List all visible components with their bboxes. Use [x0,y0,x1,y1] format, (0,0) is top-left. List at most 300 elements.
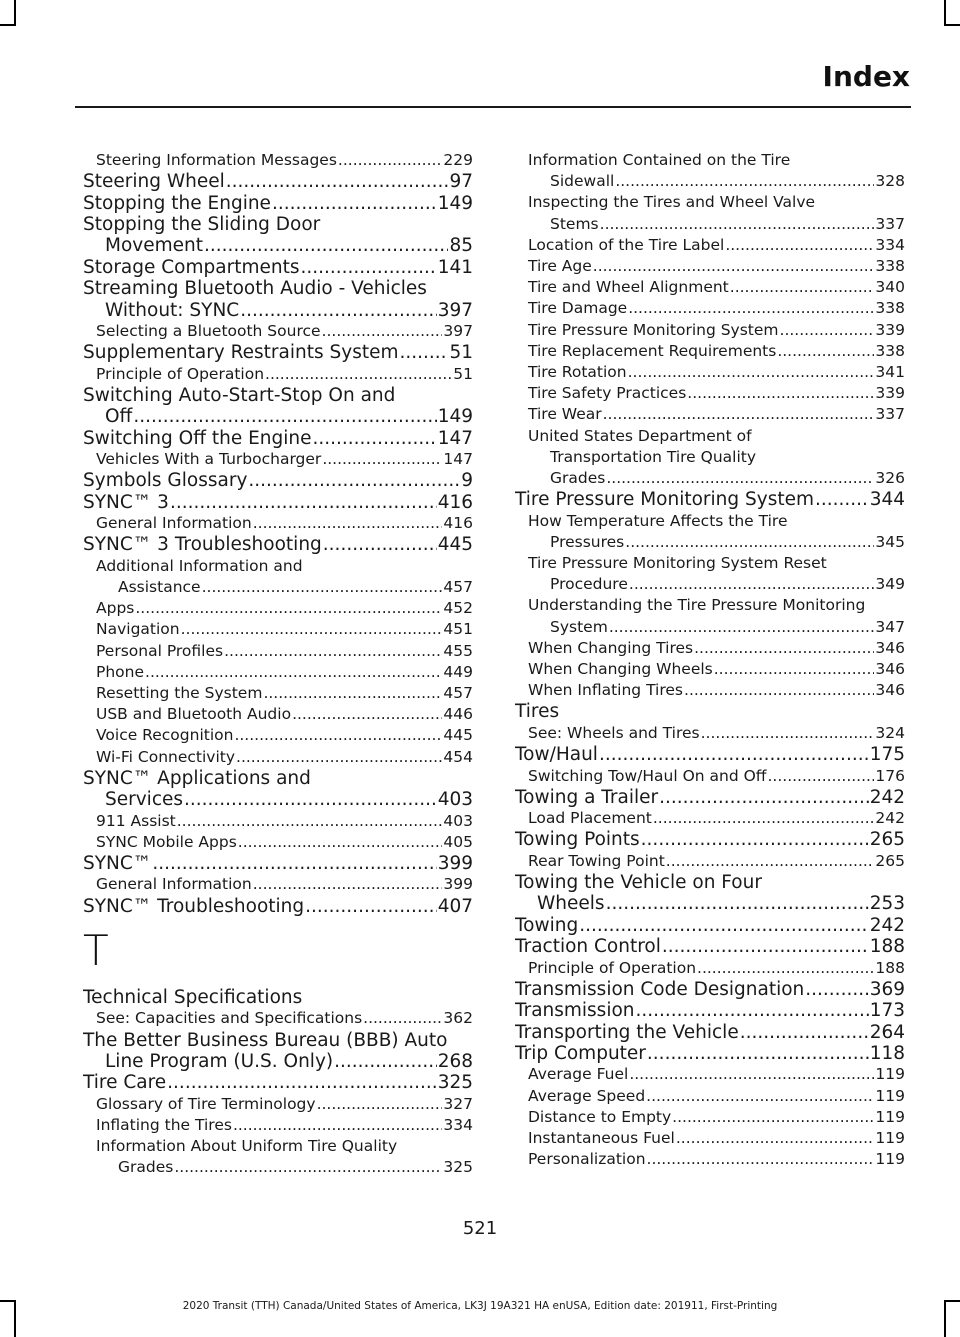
entry-line [83,987,473,1008]
index-entry[interactable] [83,896,473,917]
dot-leader [317,1094,443,1115]
dot-leader [322,321,443,342]
entry-text: Tire Wear [528,405,602,424]
index-entry[interactable] [83,534,473,555]
dot-leader [740,1022,869,1043]
entry-text: Distance to Empty [528,1107,672,1126]
index-entry[interactable] [83,278,473,321]
entry-line [96,683,473,704]
entry-line [83,428,473,449]
index-entry[interactable] [83,619,473,640]
entry-line [528,1064,905,1085]
index-entry[interactable] [83,470,473,491]
dot-leader [600,214,875,235]
index-entry[interactable] [83,641,473,662]
dot-leader [363,1008,442,1029]
section-letter: T [83,925,109,975]
entry-text: USB and Bluetooth Audio [96,705,292,724]
dot-leader [202,577,443,598]
index-entry[interactable] [83,725,473,746]
entry-line [515,1022,905,1043]
dot-leader [167,1072,437,1093]
index-entry[interactable] [515,915,905,936]
entry-text: Selecting a Bluetooth Source [96,322,321,341]
entry-text: When Changing Tires [528,638,694,657]
entry-text: The Better Business Bureau (BBB) Auto [83,1029,448,1051]
entry-text: Tires [515,701,560,723]
dot-leader [184,789,437,810]
entry-text-continued: Services [105,789,184,811]
dot-leader [687,383,874,404]
entry-line [96,321,473,342]
page-ref: 97 [449,171,473,193]
page-ref: 325 [443,1158,473,1177]
page-ref: 416 [437,491,473,513]
index-column-right [515,150,905,1170]
index-entry[interactable] [515,1107,905,1128]
dot-leader [780,320,875,341]
page-ref: 445 [443,726,473,745]
entry-text: General Information [96,514,252,533]
index-entry[interactable] [515,1022,905,1043]
entry-line [83,789,473,810]
entry-text-continued: Grades [118,1158,174,1177]
entry-line [515,1000,905,1021]
dot-leader [730,277,875,298]
dot-leader [666,851,875,872]
index-entry[interactable] [83,987,473,1008]
page-ref: 326 [875,469,905,488]
entry-text-continued: Pressures [550,532,625,551]
page-ref: 457 [443,577,473,596]
index-entry[interactable] [515,150,905,192]
entry-text-continued: Line Program (U.S. Only) [105,1050,334,1072]
dot-leader [653,808,875,829]
entry-text-continued: Wheels [537,893,605,915]
dot-leader [777,341,874,362]
index-entry[interactable] [83,513,473,534]
index-entry[interactable] [515,787,905,808]
page-ref: 265 [869,829,905,851]
dot-leader [292,704,442,725]
entry-line [83,534,473,555]
entry-text: Glossary of Tire Terminology [96,1094,316,1113]
entry-line [515,1043,905,1064]
entry-text: Voice Recognition [96,726,234,745]
dot-leader [265,364,452,385]
index-entry[interactable] [515,808,905,829]
entry-text: Transmission [515,1000,635,1022]
index-entry[interactable] [83,449,473,470]
page-ref: 341 [875,363,905,382]
entry-text: Phone [96,662,145,681]
entry-text: Tow/Haul [515,744,598,766]
index-entry[interactable] [515,192,905,234]
entry-text: Transporting the Vehicle [515,1021,739,1043]
index-entry[interactable] [515,638,905,659]
page-ref: 173 [869,1000,905,1022]
dot-leader [300,257,436,278]
dot-leader [647,1043,869,1064]
entry-text: Streaming Bluetooth Audio - Vehicles [83,278,427,300]
entry-text: General Information [96,875,252,894]
page-ref: 457 [443,683,473,702]
index-entry[interactable] [83,853,473,874]
index-entry[interactable] [83,214,473,257]
entry-text: Towing Points [515,829,640,851]
page-ref: 242 [869,914,905,936]
index-entry[interactable] [515,723,905,744]
index-entry[interactable] [83,1115,473,1136]
entry-line [528,256,905,277]
index-entry[interactable] [515,256,905,277]
index-entry[interactable] [83,1136,473,1178]
page-ref: 119 [875,1065,905,1084]
dot-leader [606,468,874,489]
index-entry[interactable] [515,298,905,319]
entry-line [515,744,905,765]
index-entry[interactable] [515,680,905,701]
entry-line [96,513,473,534]
dot-leader [701,723,875,744]
entry-text: How Temperature Affects the Tire [528,511,788,530]
dot-leader [135,598,442,619]
page-ref: 264 [869,1021,905,1043]
index-entry[interactable] [83,1030,473,1073]
entry-text: See: Capacities and Specifications [96,1009,363,1028]
page-ref: 339 [875,384,905,403]
entry-line [528,214,905,235]
entry-text: Stopping the Engine [83,192,271,214]
entry-text: SYNC™ [83,852,152,874]
index-entry[interactable] [83,1008,473,1029]
entry-text: Personal Profiles [96,641,224,660]
page-ref: 416 [443,514,473,533]
entry-line [83,470,473,491]
dot-leader [338,150,442,171]
index-entry[interactable] [515,872,905,915]
entry-text: Symbols Glossary [83,470,248,492]
entry-text-continued: Transportation Tire Quality [550,447,757,466]
entry-text: Technical Specifications [83,986,303,1008]
index-entry[interactable] [515,1000,905,1021]
dot-leader [768,766,875,787]
index-entry[interactable] [83,257,473,278]
entry-line [515,893,905,914]
entry-text: SYNC™ 3 Troubleshooting [83,534,322,556]
index-entry[interactable] [83,385,473,428]
page-ref: 268 [437,1050,473,1072]
index-entry[interactable] [515,511,905,553]
entry-line [96,641,473,662]
index-entry[interactable] [515,489,905,510]
index-entry[interactable] [83,556,473,598]
entry-text-continued: System [550,617,608,636]
index-entry[interactable] [83,171,473,192]
page-ref: 347 [875,617,905,636]
entry-text: Vehicles With a Turbocharger [96,450,322,469]
dot-leader [322,449,442,470]
entry-line [515,489,905,510]
index-entry[interactable] [515,320,905,341]
dot-leader [628,298,874,319]
entry-text: Wi-Fi Connectivity [96,747,236,766]
entry-line [528,617,905,638]
page-ref: 175 [869,744,905,766]
page-ref: 325 [437,1072,473,1094]
entry-line [528,723,905,744]
entry-line [83,171,473,192]
index-entry[interactable] [515,766,905,787]
page-ref: 119 [875,1086,905,1105]
entry-text: Tire Rotation [528,363,627,382]
dot-leader [676,1128,875,1149]
index-entry[interactable] [515,936,905,957]
entry-text: Tire and Wheel Alignment [528,278,729,297]
index-entry[interactable] [83,342,473,363]
index-entry[interactable] [83,150,473,171]
index-entry[interactable] [83,428,473,449]
index-entry[interactable] [83,704,473,725]
dot-leader [684,680,874,701]
page-ref: 253 [869,893,905,915]
index-entry[interactable] [515,958,905,979]
entry-text: When Inflating Tires [528,681,684,700]
entry-text: Supplementary Restraints System [83,342,399,364]
entry-text-continued: Grades [550,469,606,488]
index-entry[interactable] [83,683,473,704]
dot-leader [725,235,874,256]
page-ref: 327 [443,1094,473,1113]
page-ref: 455 [443,641,473,660]
page-ref: 242 [869,786,905,808]
entry-text: Personalization [528,1150,646,1169]
entry-line [96,150,473,171]
dot-leader [805,979,868,1000]
dot-leader [253,874,443,895]
entry-line [83,300,473,321]
dot-leader [234,725,442,746]
page-ref: 346 [875,638,905,657]
dot-leader [224,641,442,662]
entry-line [83,896,473,917]
dot-leader [629,574,875,595]
index-entry[interactable] [515,1086,905,1107]
index-entry[interactable] [515,383,905,404]
dot-leader [697,958,874,979]
index-entry[interactable] [515,1128,905,1149]
page-ref: 118 [869,1042,905,1064]
index-entry[interactable] [515,1149,905,1170]
entry-line [528,766,905,787]
index-entry[interactable] [515,744,905,765]
index-entry[interactable] [515,235,905,256]
entry-line [528,383,905,404]
entry-line [528,574,905,595]
entry-line [83,406,473,427]
entry-text: Transmission Code Designation [515,978,805,1000]
dot-leader [238,832,443,853]
page-ref: 452 [443,599,473,618]
entry-text: Additional Information and [96,556,303,575]
entry-text: See: Wheels and Tires [528,723,700,742]
crop-mark [944,24,960,26]
entry-line [528,638,905,659]
page-ref: 85 [449,235,473,257]
page-ref: 337 [875,405,905,424]
page-ref: 324 [875,723,905,742]
entry-line [528,808,905,829]
index-entry[interactable] [515,595,905,637]
index-entry[interactable] [515,979,905,1000]
index-entry[interactable] [83,193,473,214]
entry-line [515,701,905,722]
index-entry[interactable] [83,811,473,832]
dot-leader [236,747,442,768]
index-entry[interactable] [83,1094,473,1115]
entry-text-continued: Procedure [550,575,628,594]
page-ref: 405 [443,832,473,851]
entry-text: Trip Computer [515,1042,646,1064]
index-entry[interactable] [515,1043,905,1064]
index-entry[interactable] [83,598,473,619]
entry-line [96,598,473,619]
dot-leader [636,1000,869,1021]
entry-text-continued: Off [105,406,133,428]
index-entry[interactable] [83,874,473,895]
entry-text: Tire Pressure Monitoring System Reset [528,554,827,573]
page-ref: 9 [461,470,473,492]
index-entry[interactable] [515,426,905,490]
dot-leader [603,404,875,425]
entry-line [528,1149,905,1170]
page-ref: 229 [443,151,473,169]
page-ref: 345 [875,532,905,551]
entry-text-continued: Stems [550,214,599,233]
entry-text: Steering Wheel [83,171,225,193]
entry-text: Tire Care [83,1072,167,1094]
index-entry[interactable] [515,701,905,722]
entry-line [528,341,905,362]
page-ref: 399 [443,875,473,894]
dot-leader [593,256,875,277]
dot-leader [662,936,869,957]
page-ref: 449 [443,662,473,681]
page-ref: 51 [453,364,473,383]
index-entry[interactable] [83,492,473,513]
dot-leader [226,171,449,192]
dot-leader [170,492,437,513]
page-ref: 454 [443,747,473,766]
entry-line [83,1072,473,1093]
entry-line [528,659,905,680]
entry-text: Information Contained on the Tire [528,151,791,169]
entry-text-continued: Without: SYNC [105,299,240,321]
entry-line [528,404,905,425]
page-ref: 51 [449,342,473,364]
page-ref: 328 [875,172,905,191]
entry-line [96,1157,473,1178]
entry-line [83,1051,473,1072]
entry-line [528,298,905,319]
page-ref: 338 [875,257,905,276]
entry-text: Switching Auto-Start-Stop On and [83,384,396,406]
dot-leader [133,406,436,427]
index-entry[interactable] [515,851,905,872]
dot-leader [606,893,869,914]
entry-line [96,704,473,725]
entry-line [96,449,473,470]
page-ref: 147 [443,450,473,469]
entry-text: Stopping the Sliding Door [83,214,321,236]
page-ref: 445 [437,534,473,556]
page-ref: 149 [437,406,473,428]
dot-leader [145,662,442,683]
entry-line [83,235,473,256]
index-entry[interactable] [83,364,473,385]
index-entry[interactable] [83,321,473,342]
index-entry[interactable] [515,277,905,298]
entry-line [96,811,473,832]
page-ref: 339 [875,320,905,339]
index-entry[interactable] [515,553,905,595]
dot-leader [714,659,875,680]
page-ref: 334 [875,235,905,254]
entry-text: Load Placement [528,809,652,828]
index-entry[interactable] [83,768,473,811]
entry-line [528,468,905,489]
index-entry[interactable] [83,662,473,683]
dot-leader [263,683,442,704]
index-entry[interactable] [83,832,473,853]
dot-leader [174,1157,442,1178]
entry-line [96,619,473,640]
index-entry[interactable] [515,659,905,680]
entry-line [528,171,905,192]
entry-text: Instantaneous Fuel [528,1128,675,1147]
dot-leader [334,1051,437,1072]
page-ref: 451 [443,620,473,639]
page-ref: 242 [875,809,905,828]
entry-line [83,492,473,513]
entry-text: Tire Damage [528,299,628,318]
page-ref: 119 [875,1150,905,1169]
index-entry[interactable] [83,1072,473,1093]
page-ref: 397 [437,299,473,321]
index-column-left [83,150,473,1179]
index-entry[interactable] [515,829,905,850]
index-entry[interactable] [515,362,905,383]
index-entry[interactable] [515,341,905,362]
entry-text: Inflating the Tires [96,1116,232,1134]
entry-line [96,747,473,768]
page-title: Index [822,60,910,93]
page-ref: 119 [875,1107,905,1126]
page-ref: 147 [437,427,473,449]
index-entry[interactable] [515,404,905,425]
entry-text: When Changing Wheels [528,660,713,679]
index-entry[interactable] [515,1064,905,1085]
index-entry[interactable] [83,747,473,768]
dot-leader [400,342,449,363]
entry-line [96,577,473,598]
dot-leader [615,171,874,192]
page-ref: 399 [437,852,473,874]
dot-leader [248,470,460,491]
page-ref: 362 [443,1009,473,1028]
entry-line [96,1094,473,1115]
entry-line [515,979,905,1000]
